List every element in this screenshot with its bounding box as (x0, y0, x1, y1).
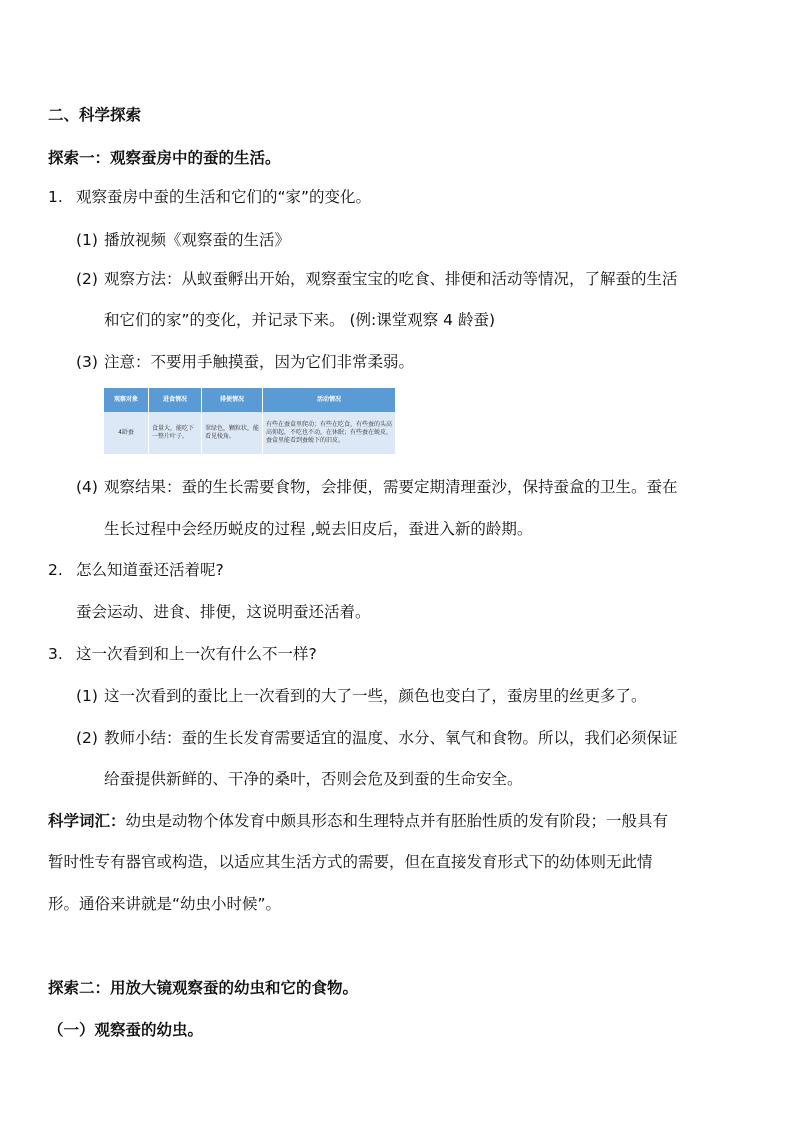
item1-number: 1. (48, 188, 63, 206)
table-header-cell: 排便情况 (202, 388, 263, 412)
table-cell: 有些在蚕盒里爬动；有些在吃食，有些蚕的头高高仰起，不吃也不动，在休眠；有些蚕在蜕皮，蚕盒里能看到蚕蜕下的旧皮。 (263, 412, 396, 454)
item2-number: 2. (48, 561, 63, 579)
sub-text: 观察方法：从蚁蚕孵出开始，观察蚕宝宝的吃食、排便和活动等情况，了解蚕的生活 (104, 270, 678, 288)
item2-answer: 蚕会运动、进食、排便，这说明蚕还活着。 (76, 603, 371, 621)
sub-number: (3) (76, 353, 98, 371)
sub-text: 注意：不要用手触摸蚕，因为它们非常柔弱。 (104, 353, 415, 371)
table-cell: 4龄蚕 (104, 412, 149, 454)
sub-text: 这一次看到的蚕比上一次看到的大了一些，颜色也变白了，蚕房里的丝更多了。 (104, 687, 647, 705)
item3-text: 这一次看到和上一次有什么不一样? (76, 645, 317, 663)
item3-number: 3. (48, 645, 63, 663)
table-cell: 食量大，能吃下一整片叶子。 (149, 412, 202, 454)
explore2-title: 探索二：用放大镜观察蚕的幼虫和它的食物。 (48, 979, 359, 997)
item3-sub1 (76, 685, 647, 707)
item1 (48, 186, 371, 208)
section-heading: 二、科学探索 (48, 106, 142, 124)
table-header-row (104, 388, 396, 412)
table-header-cell: 进食情况 (149, 388, 202, 412)
explore2-sub1: （一）观察蚕的幼虫。 (48, 1021, 204, 1039)
sub-number: (4) (76, 478, 98, 496)
sub-number: (1) (76, 687, 98, 705)
table-header-cell: 观察对象 (104, 388, 149, 412)
vocab-line1 (48, 810, 668, 832)
item1-text: 观察蚕房中蚕的生活和它们的“家”的变化。 (76, 188, 372, 206)
item1-sub4 (76, 476, 678, 498)
sub-text: 观察结果：蚕的生长需要食物，会排便，需要定期清理蚕沙，保持蚕盒的卫生。蚕在 (104, 478, 678, 496)
table-cell: 翠绿色，颗粒状，能看见棱角。 (202, 412, 263, 454)
item3 (48, 643, 317, 665)
table-row (104, 412, 396, 454)
item3-sub2-continuation: 给蚕提供新鲜的、干净的桑叶，否则会危及到蚕的生命安全。 (104, 770, 523, 788)
item1-sub2-continuation: 和它们的家”的变化，并记录下来。 (例:课堂观察 4 龄蚕) (104, 311, 495, 329)
item2-text: 怎么知道蚕还活着呢? (76, 561, 224, 579)
explore1-title: 探索一：观察蚕房中的蚕的生活。 (48, 149, 281, 167)
observation-table (104, 388, 396, 454)
sub-number: (2) (76, 270, 98, 288)
vocab-line2: 暂时性专有器官或构造，以适应其生活方式的需要，但在直接发育形式下的幼体则无此情 (48, 853, 653, 871)
vocab-label: 科学词汇： (48, 812, 126, 830)
vocab-line3: 形。通俗来讲就是“幼虫小时候”。 (48, 895, 282, 913)
sub-number: (1) (76, 231, 98, 249)
vocab-text: 幼虫是动物个体发育中颇具形态和生理特点并有胚胎性质的发有阶段；一般具有 (125, 812, 669, 830)
item2 (48, 559, 224, 581)
item1-sub4-continuation: 生长过程中会经历蜕皮的过程 ,蜕去旧皮后，蚕进入新的龄期。 (104, 520, 533, 538)
sub-text: 播放视频《观察蚕的生活》 (104, 231, 291, 249)
item3-sub2 (76, 727, 678, 749)
item1-sub3 (76, 351, 414, 373)
table-header-cell: 活动情况 (263, 388, 396, 412)
item1-sub1 (76, 229, 290, 251)
sub-number: (2) (76, 729, 98, 747)
item1-sub2 (76, 268, 678, 290)
sub-text: 教师小结：蚕的生长发育需要适宜的温度、水分、氧气和食物。所以，我们必须保证 (104, 729, 678, 747)
